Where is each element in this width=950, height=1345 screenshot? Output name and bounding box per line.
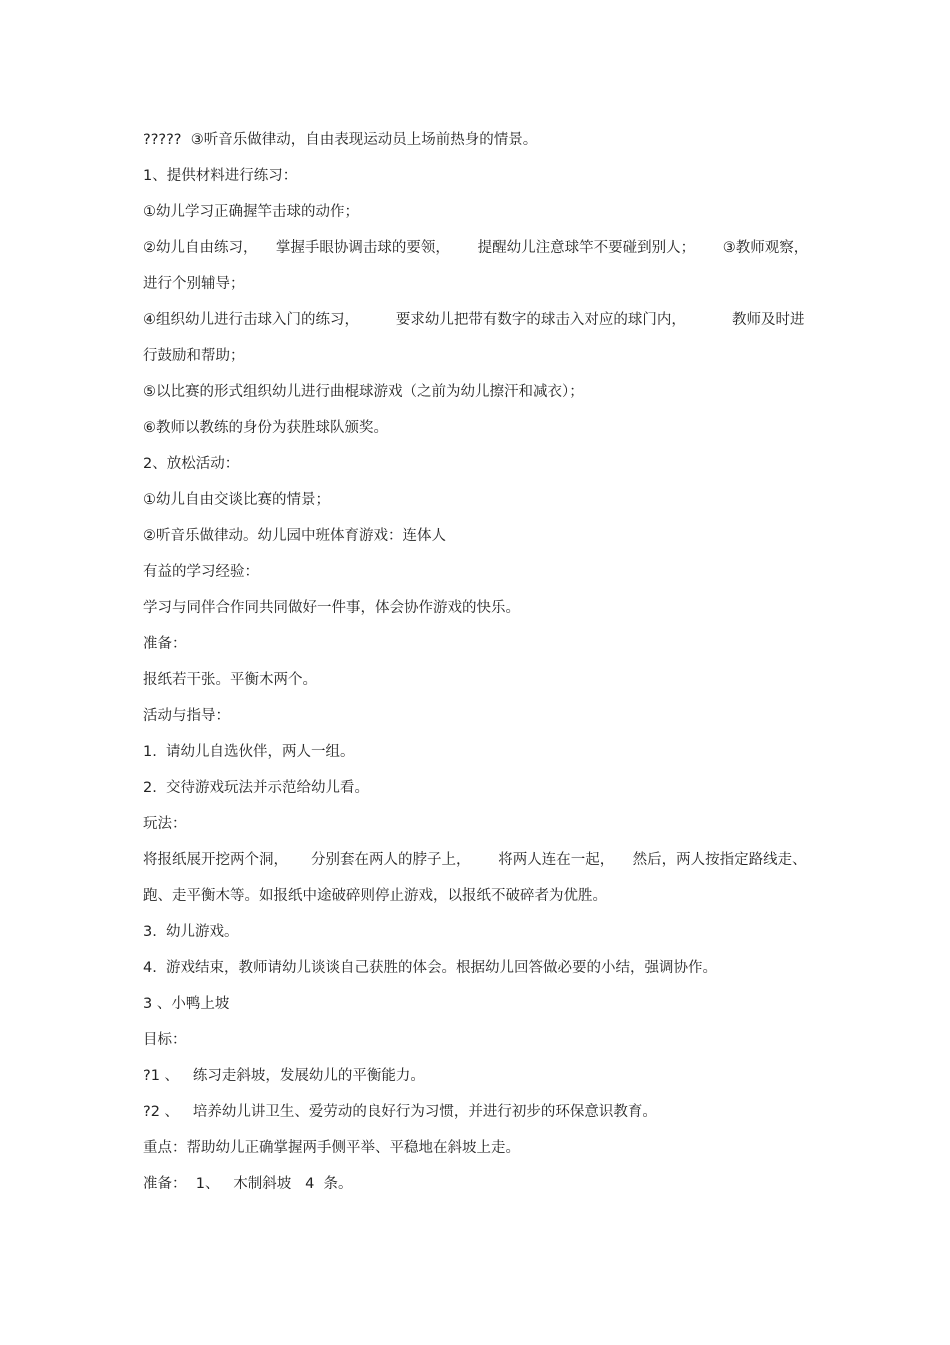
text-line: 跑、走平衡木等。如报纸中途破碎则停止游戏，以报纸不破碎者为优胜。 bbox=[143, 888, 607, 904]
text-line: ④组织幼儿进行击球入门的练习， 要求幼儿把带有数字的球击入对应的球门内， 教师及时进 bbox=[143, 312, 805, 328]
text-line: 1. 请幼儿自选伙伴，两人一组。 bbox=[143, 744, 355, 760]
text-line: ?2 、 培养幼儿讲卫生、爱劳动的良好行为习惯，并进行初步的环保意识教育。 bbox=[143, 1104, 657, 1120]
text-line: 报纸若干张。平衡木两个。 bbox=[143, 672, 317, 688]
text-line: 进行个别辅导； bbox=[143, 276, 245, 292]
text-line: ⑥教师以教练的身份为获胜球队颁奖。 bbox=[143, 420, 388, 436]
text-line: 有益的学习经验： bbox=[143, 564, 259, 580]
section-heading: 1、提供材料进行练习： bbox=[143, 168, 298, 184]
section-heading: 2、放松活动： bbox=[143, 456, 240, 472]
text-line: 将报纸展开挖两个洞， 分别套在两人的脖子上， 将两人连在一起， 然后，两人按指定路线走、 bbox=[143, 852, 807, 868]
text-line: 3. 幼儿游戏。 bbox=[143, 924, 239, 940]
text-line: ②幼儿自由练习， 掌握手眼协调击球的要领， 提醒幼儿注意球竿不要碰到别人； ③教师观察， bbox=[143, 240, 809, 256]
text-line: ?1 、 练习走斜坡，发展幼儿的平衡能力。 bbox=[143, 1068, 425, 1084]
text-line: 行鼓励和帮助； bbox=[143, 348, 245, 364]
section-heading: 3 、小鸭上坡 bbox=[143, 996, 230, 1012]
text-line: 准备： bbox=[143, 636, 187, 652]
text-line: ②听音乐做律动。幼儿园中班体育游戏：连体人 bbox=[143, 528, 446, 544]
text-line: ①幼儿学习正确握竿击球的动作； bbox=[143, 204, 359, 220]
text-line: 目标： bbox=[143, 1032, 187, 1048]
text-line: 准备： 1、 木制斜坡 4 条。 bbox=[143, 1176, 353, 1192]
text-line: 学习与同伴合作同共同做好一件事，体会协作游戏的快乐。 bbox=[143, 600, 520, 616]
text-line: ????? ③听音乐做律动，自由表现运动员上场前热身的情景。 bbox=[143, 132, 538, 148]
text-line: ①幼儿自由交谈比赛的情景； bbox=[143, 492, 330, 508]
text-line: 2. 交待游戏玩法并示范给幼儿看。 bbox=[143, 780, 370, 796]
text-line: ⑤以比赛的形式组织幼儿进行曲棍球游戏（之前为幼儿擦汗和减衣）； bbox=[143, 384, 584, 400]
text-line: 重点：帮助幼儿正确掌握两手侧平举、平稳地在斜坡上走。 bbox=[143, 1140, 520, 1156]
text-line: 4. 游戏结束，教师请幼儿谈谈自己获胜的体会。根据幼儿回答做必要的小结，强调协作。 bbox=[143, 960, 718, 976]
text-line: 玩法： bbox=[143, 816, 187, 832]
text-line: 活动与指导： bbox=[143, 708, 230, 724]
